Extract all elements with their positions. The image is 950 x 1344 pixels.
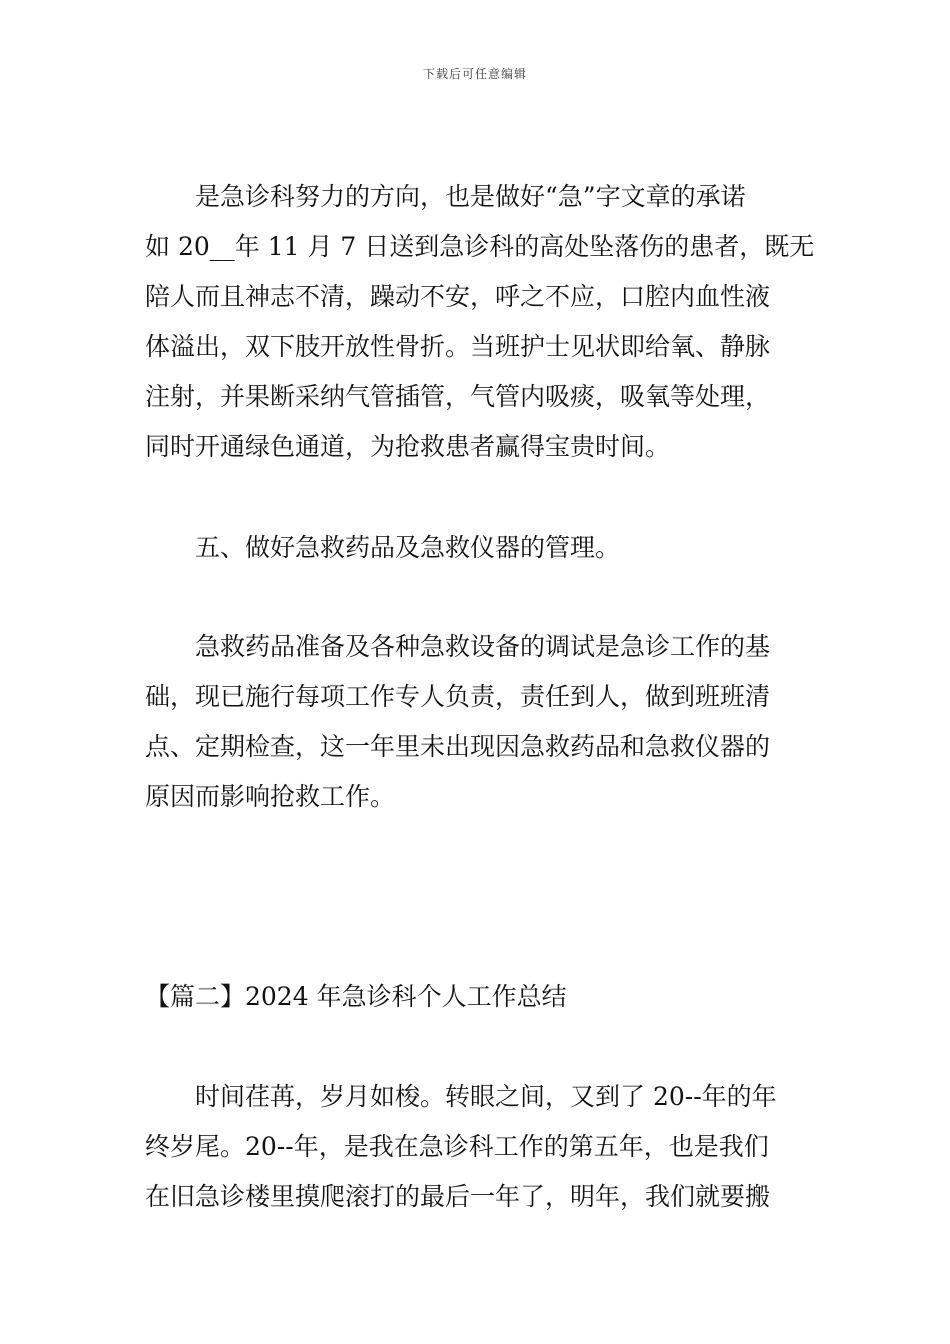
paragraph-line: 陪人而且神志不清，躁动不安，呼之不应，口腔内血性液 (145, 282, 771, 311)
section-title-text: 【篇二】2024 年急诊科个人工作总结 (145, 982, 567, 1011)
paragraph-line: 点、定期检查，这一年里未出现因急救药品和急救仪器的 (145, 732, 771, 761)
paragraph-line: 是急诊科努力的方向，也是做好“急”字文章的承诺 (195, 182, 746, 211)
paragraph-line: 注射，并果断采纳气管插管，气管内吸痰，吸氧等处理， (145, 382, 771, 411)
paragraph-line: 同时开通绿色通道，为抢救患者赢得宝贵时间。 (145, 432, 671, 461)
paragraph-line: 在旧急诊楼里摸爬滚打的最后一年了，明年，我们就要搬 (145, 1182, 771, 1211)
paragraph-line: 时间荏苒，岁月如梭。转眼之间，又到了 20--年的年 (195, 1082, 777, 1111)
paragraph-equipment-management (145, 622, 807, 822)
paragraph-emergency-case (145, 172, 815, 472)
paragraph-line: 如 20__年 11 月 7 日送到急诊科的高处坠落伤的患者，既无 (145, 232, 815, 261)
section-heading-five (145, 523, 807, 573)
paragraph-line: 终岁尾。20--年，是我在急诊科工作的第五年，也是我们 (145, 1132, 769, 1161)
paragraph-line: 急救药品准备及各种急救设备的调试是急诊工作的基 (195, 632, 771, 661)
paragraph-line: 原因而影响抢救工作。 (145, 782, 396, 811)
page-header: 下载后可任意编辑 (422, 67, 527, 81)
paragraph-line: 体溢出，双下肢开放性骨折。当班护士见状即给氧、静脉 (145, 332, 771, 361)
section-title (145, 972, 807, 1022)
heading-text: 五、做好急救药品及急救仪器的管理。 (195, 533, 621, 562)
paragraph-intro (145, 1072, 807, 1222)
paragraph-line: 础，现已施行每项工作专人负责，责任到人，做到班班清 (145, 682, 771, 711)
